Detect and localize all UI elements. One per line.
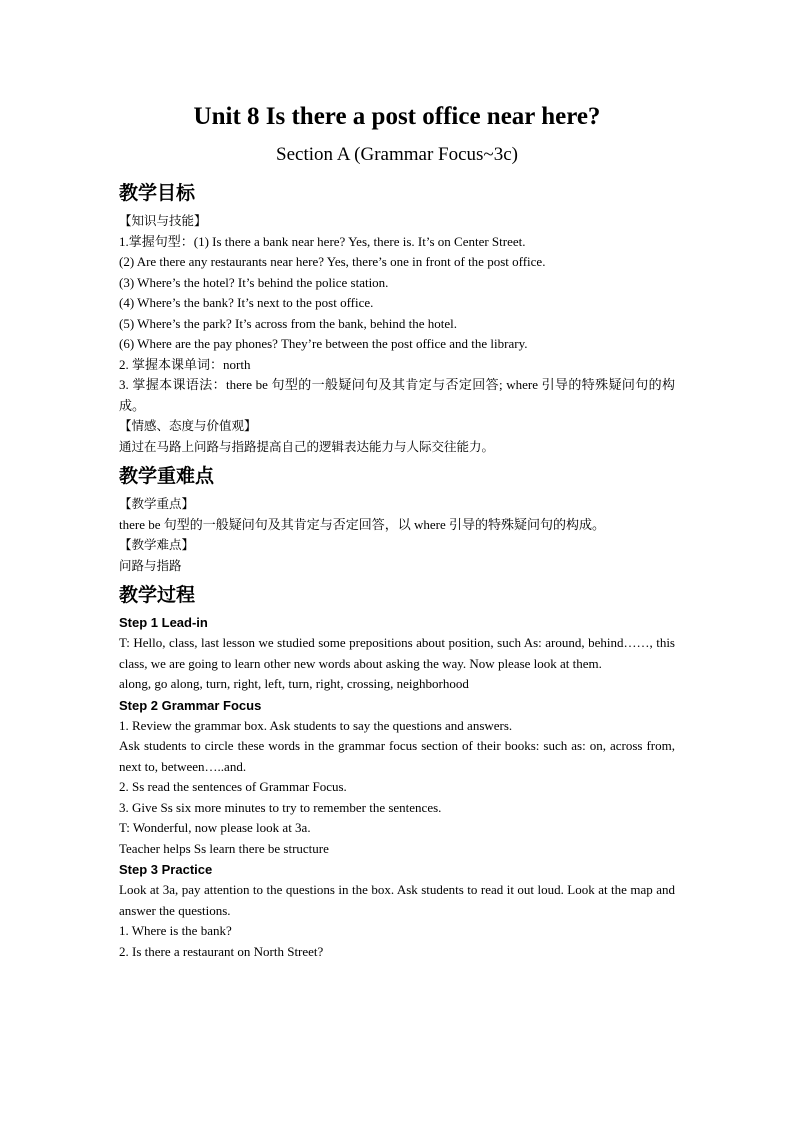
process-heading: 教学过程 — [119, 584, 196, 606]
step2-line-2: Ask students to circle these words in the grammar focus section of their books: such as: on, across from, next to, between…..and. — [119, 738, 675, 774]
difficult-label: 【教学难点】 — [119, 537, 195, 552]
document-title: Unit 8 Is there a post office near here? — [193, 103, 601, 130]
goal-item-6: (6) Where are the pay phones? They’re between the post office and the library. — [119, 336, 528, 351]
step2-line-3: 2. Ss read the sentences of Grammar Focus. — [119, 779, 347, 794]
goal-item-4: (4) Where’s the bank? It’s next to the post office. — [119, 295, 374, 310]
document-subtitle: Section A (Grammar Focus~3c) — [276, 144, 518, 165]
goal-item-5: (5) Where’s the park? It’s across from the bank, behind the hotel. — [119, 315, 458, 331]
step2-line-4: 3. Give Ss six more minutes to try to remember the sentences. — [119, 799, 442, 815]
step1-title: Step 1 Lead-in — [119, 615, 208, 630]
step2-line-6: Teacher helps Ss learn there be structure — [119, 840, 329, 856]
focus-text: there be 句型的一般疑问句及其肯定与否定回答，以 where 引导的特殊疑问句的构成。 — [119, 516, 606, 532]
step2-line-5: T: Wonderful, now please look at 3a. — [119, 820, 311, 835]
step1-words: along, go along, turn, right, left, turn, right, crossing, neighborhood — [119, 676, 469, 691]
step3-question-1: 1. Where is the bank? — [119, 923, 232, 938]
step3-question-2: 2. Is there a restaurant on North Street? — [119, 943, 324, 959]
focus-label: 【教学重点】 — [119, 496, 195, 511]
document-page — [119, 100, 675, 962]
difficult-text: 问路与指路 — [119, 557, 182, 573]
emotion-label: 【情感、态度与价值观】 — [119, 418, 257, 433]
step2-line-1: 1. Review the grammar box. Ask students to say the questions and answers. — [119, 717, 513, 733]
step3-title: Step 3 Practice — [119, 862, 213, 877]
emotion-text: 通过在马路上问路与指路提高自己的逻辑表达能力与人际交往能力。 — [119, 438, 495, 454]
step3-text: Look at 3a, pay attention to the questions in the box. Ask students to read it out loud. Look at the map and answer the questions. — [119, 882, 675, 918]
goal-item-grammar: 3. 掌握本课语法：there be 句型的一般疑问句及其肯定与否定回答; where 引导的特殊疑问句的构成。 — [119, 377, 675, 413]
goals-heading: 教学目标 — [119, 182, 196, 204]
knowledge-label: 【知识与技能】 — [119, 213, 207, 228]
step1-text: T: Hello, class, last lesson we studied some prepositions about position, such As: around, behind……, this class, we are going to learn other new words about asking the way. Now please look at them. — [119, 635, 675, 671]
goal-item-1: 1.掌握句型：(1) Is there a bank near here? Yes, there is. It’s on Center Street. — [119, 233, 526, 249]
step2-title: Step 2 Grammar Focus — [119, 697, 262, 713]
goal-item-words: 2. 掌握本课单词：north — [119, 356, 251, 372]
key-points-heading: 教学重难点 — [119, 465, 215, 487]
goal-item-2: (2) Are there any restaurants near here? Yes, there’s one in front of the post office. — [119, 254, 546, 269]
goal-item-3: (3) Where’s the hotel? It’s behind the police station. — [119, 274, 389, 290]
